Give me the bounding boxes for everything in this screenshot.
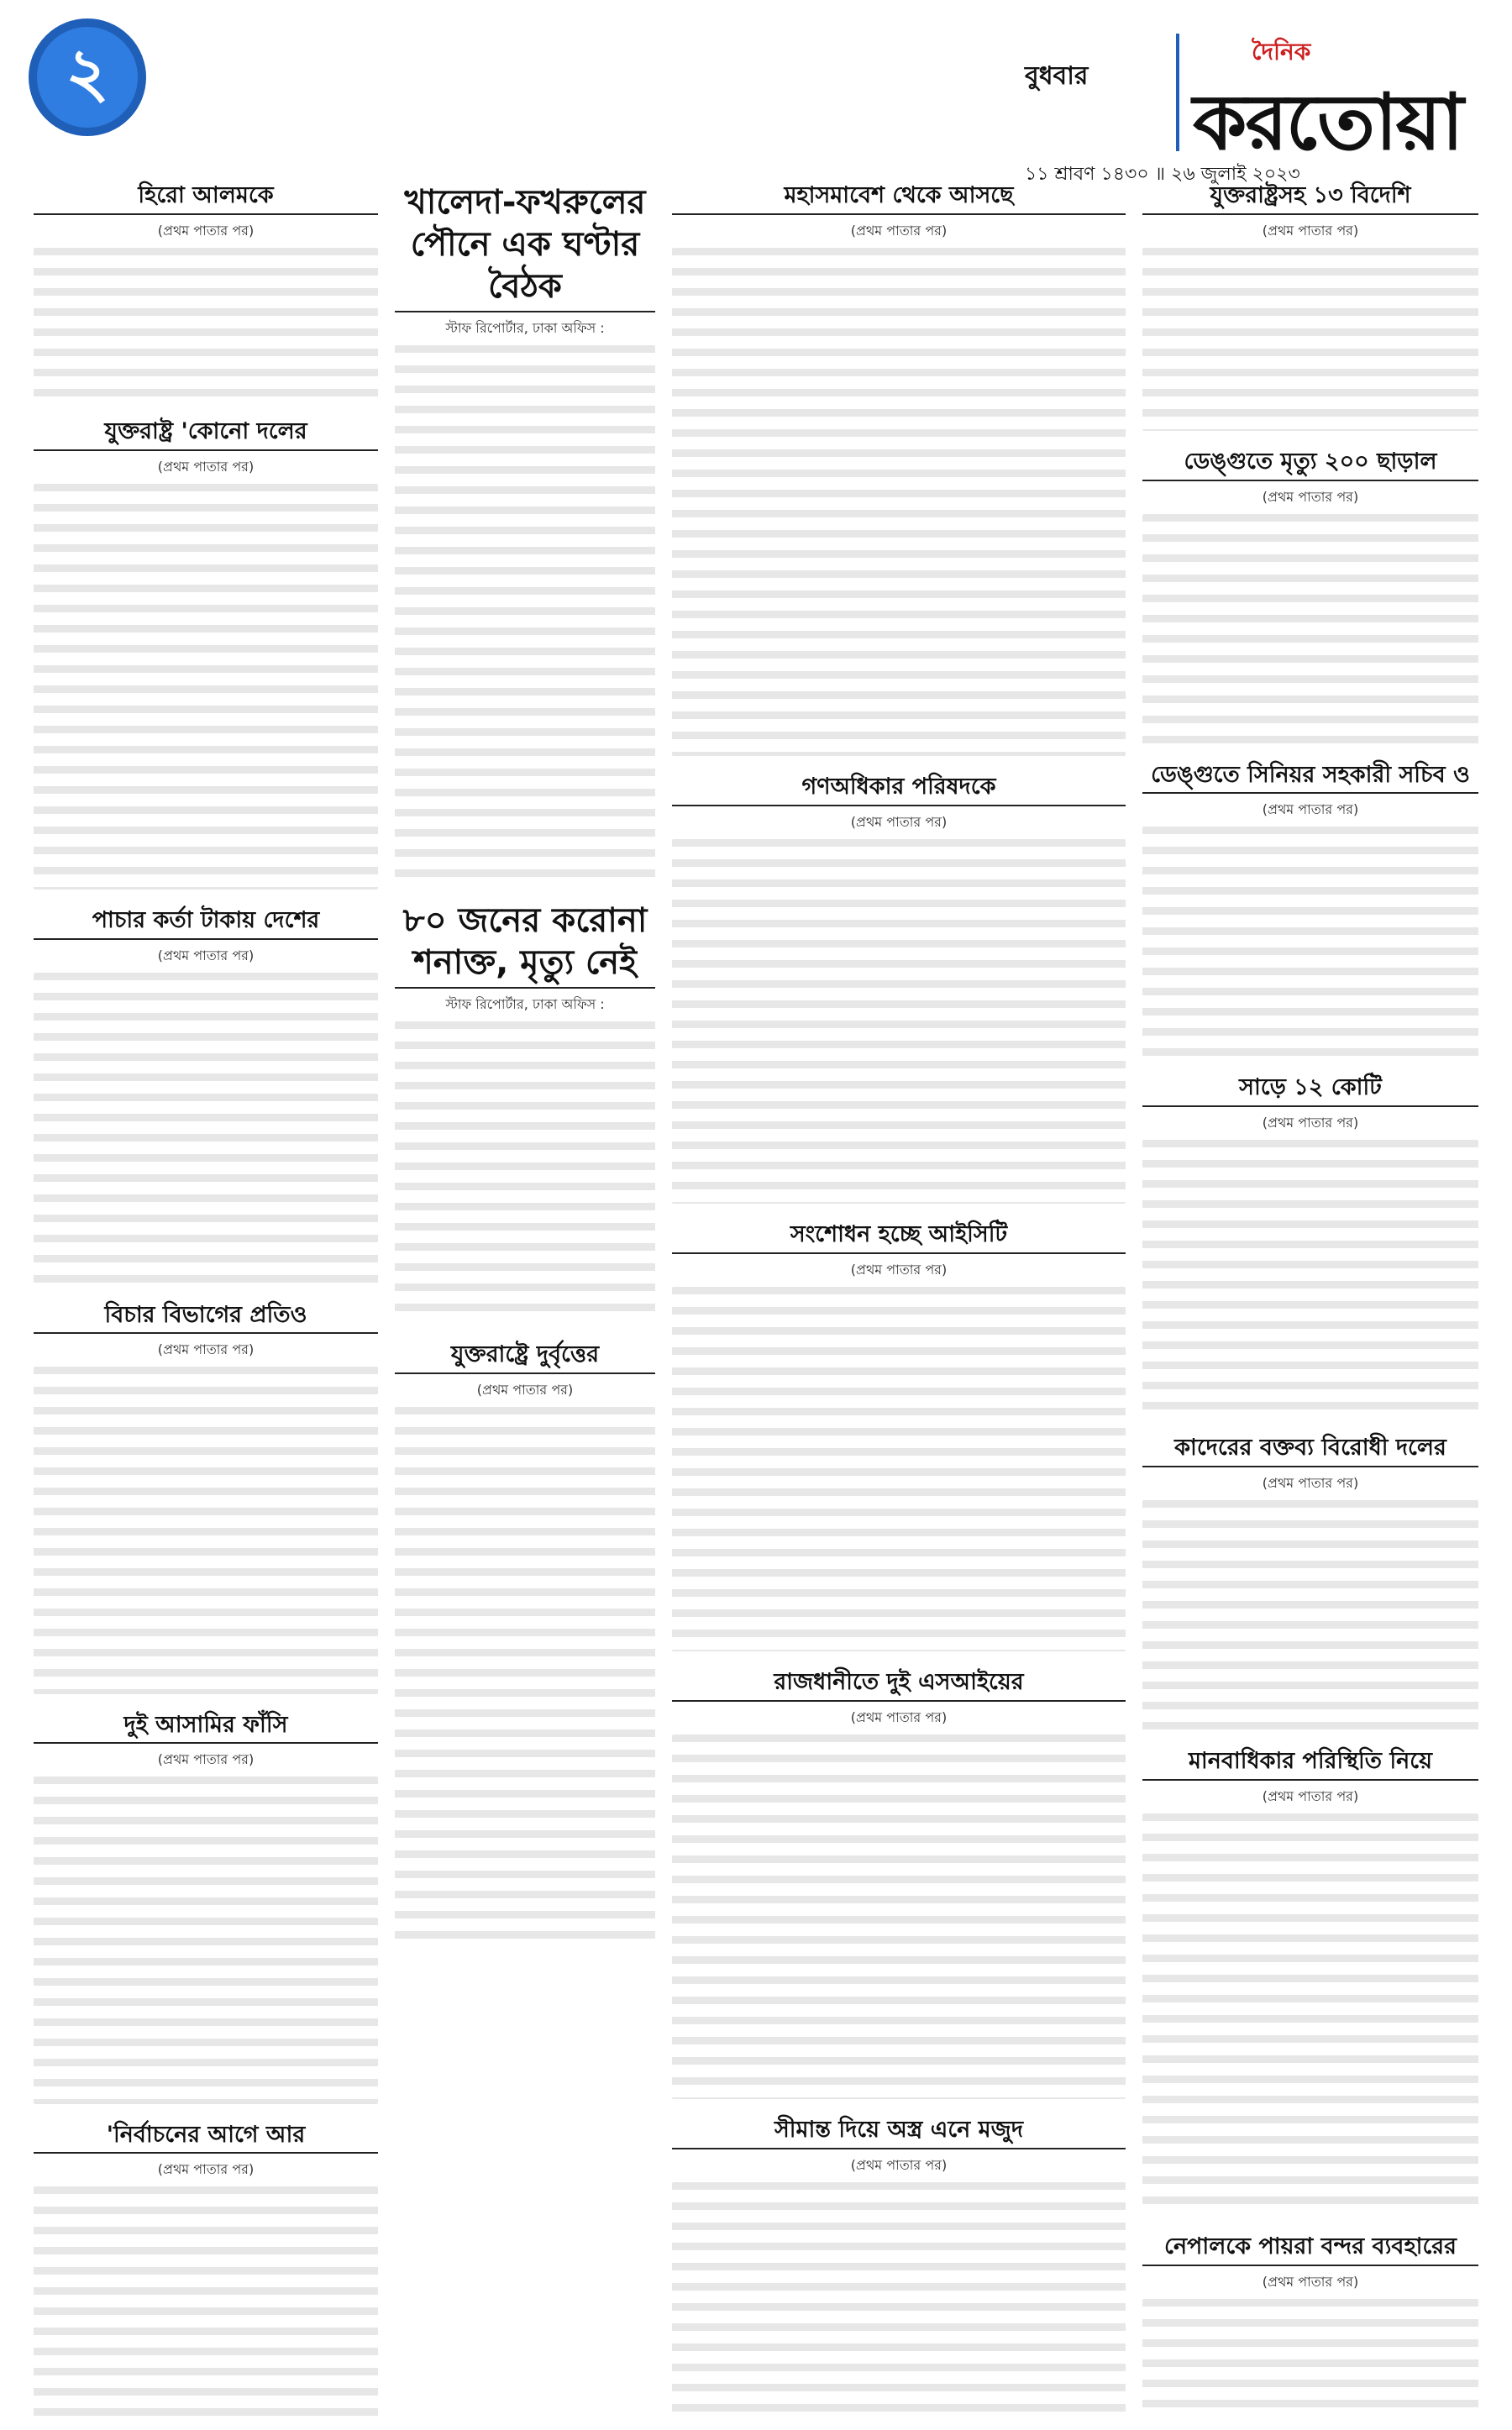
story-12-crore — [1142, 1068, 1478, 1417]
story-body — [1142, 1500, 1478, 1730]
story-body — [672, 839, 1126, 1204]
story-body — [395, 1407, 655, 1945]
story-body — [34, 973, 378, 1284]
byline: (প্রথম পাতার পর) — [157, 947, 255, 964]
byline: (প্রথম পাতার পর) — [157, 1341, 255, 1358]
byline: (প্রথম পাতার পর) — [1262, 488, 1359, 505]
byline: (প্রথম পাতার পর) — [1262, 2273, 1359, 2290]
story-body — [672, 1735, 1126, 2099]
story-hero-alom — [34, 176, 378, 401]
column-2 — [395, 176, 655, 2419]
byline: (প্রথম পাতার পর) — [850, 222, 948, 239]
day-label: বুধবার — [1025, 61, 1089, 91]
story-corona — [395, 895, 655, 1324]
story-payra-port — [1142, 2228, 1478, 2419]
story-body — [34, 484, 378, 890]
headline: সংশোধন হচ্ছে আইসিটি — [672, 1215, 1126, 1254]
byline: (প্রথম পাতার পর) — [476, 1381, 574, 1398]
brand-name: করতোয়া — [1193, 77, 1462, 167]
masthead — [1025, 34, 1478, 185]
byline: (প্রথম পাতার পর) — [1262, 801, 1359, 818]
headline: গণঅধিকার পরিষদকে — [672, 768, 1126, 806]
headline: 'নির্বাচনের আগে আর — [34, 2116, 378, 2154]
headline: সীমান্ত দিয়ে অস্ত্র এনে মজুদ — [672, 2111, 1126, 2149]
byline: স্টাফ রিপোর্টার, ঢাকা অফিস : — [445, 320, 605, 336]
story-body — [34, 2186, 378, 2419]
story-two-convicts — [34, 1706, 378, 2104]
column-3 — [672, 176, 1126, 2419]
story-body — [395, 345, 655, 883]
headline: পাচার কর্তা টাকায় দেশের — [34, 901, 378, 940]
byline: (প্রথম পাতার পর) — [1262, 1474, 1359, 1491]
story-body — [1142, 248, 1478, 431]
story-body — [1142, 2299, 1478, 2419]
byline: (প্রথম পাতার পর) — [1262, 222, 1359, 239]
byline: (প্রথম পাতার পর) — [1262, 1787, 1359, 1804]
story-us-party — [34, 412, 378, 890]
story-gono-odhikar — [672, 768, 1126, 1204]
byline: স্টাফ রিপোর্টার, ঢাকা অফিস : — [445, 996, 605, 1012]
headline: নেপালকে পায়রা বন্দর ব্যবহারের — [1142, 2228, 1478, 2266]
headline: বিচার বিভাগের প্রতিও — [34, 1296, 378, 1335]
headline: সাড়ে ১২ কোটি — [1142, 1068, 1478, 1107]
story-body — [1142, 827, 1478, 1057]
story-grand-rally — [672, 176, 1126, 756]
brand-prefix: দৈনিক — [1252, 38, 1311, 66]
headline: যুক্তরাষ্ট্রে দুর্বৃত্তের — [395, 1336, 655, 1374]
headline: দুই আসামির ফাঁসি — [34, 1706, 378, 1745]
headline: যুক্তরাষ্ট্রসহ ১৩ বিদেশি — [1142, 176, 1478, 215]
story-khaleda-fakhrul — [395, 176, 655, 883]
column-4 — [1142, 176, 1478, 2419]
story-body — [34, 1367, 378, 1693]
page-number: ২ — [65, 34, 110, 112]
headline: খালেদা-ফখরুলের পৌনে এক ঘণ্টার বৈঠক — [395, 176, 655, 312]
story-money-laundering — [34, 901, 378, 1283]
story-body — [1142, 514, 1478, 744]
headline: ডেঙ্গুতে মৃত্যু ২০০ ছাড়াল — [1142, 443, 1478, 481]
date-line: ১১ শ্রাবণ ১৪৩০ ॥ ২৬ জুলাই ২০২৩ — [1025, 164, 1300, 185]
story-us-miscreant — [395, 1336, 655, 1945]
newspaper-page — [34, 176, 1478, 2419]
headline: মহাসমাবেশ থেকে আসছে — [672, 176, 1126, 215]
story-ict-amendment — [672, 1215, 1126, 1651]
byline: (প্রথম পাতার পর) — [157, 2161, 255, 2178]
byline: (প্রথম পাতার পর) — [850, 814, 948, 831]
story-body — [672, 2182, 1126, 2419]
byline: (প্রথম পাতার পর) — [850, 2157, 948, 2174]
page-header — [0, 0, 1512, 185]
story-body — [672, 248, 1126, 757]
headline: ৮০ জনের করোনা শনাক্ত, মৃত্যু নেই — [395, 895, 655, 989]
story-border-arms — [672, 2111, 1126, 2419]
story-before-election — [34, 2116, 378, 2419]
byline: (প্রথম পাতার পর) — [157, 222, 255, 239]
story-judiciary — [34, 1296, 378, 1694]
story-body — [395, 1021, 655, 1324]
story-body — [34, 248, 378, 402]
headline: কাদেরের বক্তব্য বিরোধী দলের — [1142, 1429, 1478, 1467]
page-number-badge — [29, 18, 146, 136]
story-human-rights — [1142, 1742, 1478, 2216]
story-13-foreigners — [1142, 176, 1478, 431]
byline: (প্রথম পাতার পর) — [157, 459, 255, 475]
headline: হিরো আলমকে — [34, 176, 378, 215]
story-body — [672, 1287, 1126, 1651]
byline: (প্রথম পাতার পর) — [850, 1709, 948, 1726]
byline: (প্রথম পাতার পর) — [1262, 1115, 1359, 1131]
headline: ডেঙ্গুতে সিনিয়র সহকারী সচিব ও — [1142, 756, 1478, 795]
story-body — [34, 1777, 378, 2103]
story-body — [1142, 1140, 1478, 1417]
column-1 — [34, 176, 378, 2419]
story-kader-statement — [1142, 1429, 1478, 1730]
byline: (প্রথম পাতার পর) — [157, 1751, 255, 1768]
story-dengue-secretary — [1142, 756, 1478, 1058]
masthead-divider — [1176, 34, 1179, 151]
headline: রাজধানীতে দুই এসআইয়ের — [672, 1663, 1126, 1702]
headline: মানবাধিকার পরিস্থিতি নিয়ে — [1142, 1742, 1478, 1781]
byline: (প্রথম পাতার পর) — [850, 1262, 948, 1278]
story-two-si — [672, 1663, 1126, 2099]
story-body — [1142, 1813, 1478, 2216]
headline: যুক্তরাষ্ট্র 'কোনো দলের — [34, 412, 378, 451]
story-dengue-deaths — [1142, 443, 1478, 744]
